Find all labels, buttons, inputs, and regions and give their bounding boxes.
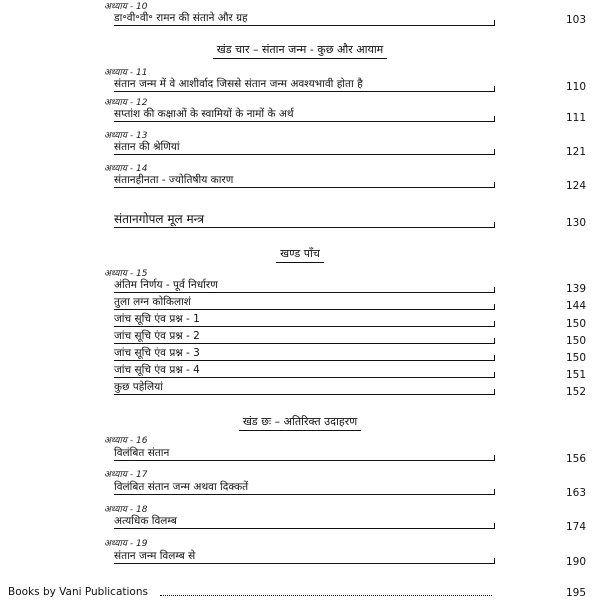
footer-entry <box>8 585 492 599</box>
section-heading: खंड चार – संतान जन्म - कुछ और आयाम <box>0 42 600 59</box>
entry-page: 150 <box>565 352 586 364</box>
entry-page: 139 <box>565 283 586 295</box>
toc-entry <box>104 550 494 564</box>
entry-title: जांच सूचि एंव प्रश्न - 1 <box>114 313 200 325</box>
footer-title: Books by Vani Publications <box>8 586 148 598</box>
entry-page: 151 <box>565 369 586 381</box>
footer-page: 195 <box>565 587 586 599</box>
toc-entry <box>104 12 494 26</box>
entry-page: 156 <box>565 453 586 465</box>
chapter-label: अध्याय - 10 <box>104 2 148 12</box>
chapter-label: अध्याय - 14 <box>104 164 148 174</box>
entry-title: जांच सूचि एंव प्रश्न - 2 <box>114 330 200 342</box>
entry-page: 144 <box>565 300 586 312</box>
chapter-label: अध्याय - 17 <box>104 470 148 480</box>
chapter-label: अध्याय - 18 <box>104 505 148 515</box>
entry-title: अत्यधिक विलम्ब <box>114 515 177 527</box>
entry-title: संतान की श्रेणियां <box>114 141 180 153</box>
toc-entry <box>104 347 494 361</box>
entry-page: 150 <box>565 318 586 330</box>
chapter-label: अध्याय - 11 <box>104 68 148 78</box>
section-heading: खण्ड पाँच <box>0 246 600 263</box>
toc-entry <box>104 108 494 122</box>
toc-entry <box>104 381 494 395</box>
entry-page: 111 <box>565 112 586 124</box>
entry-title: संतान जन्म में वे आशीर्वाद जिससे संतान जन्म अवश्यभावी होता है <box>114 78 363 90</box>
entry-title: संतान जन्म विलम्ब से <box>114 550 196 562</box>
entry-page: 174 <box>565 521 586 533</box>
entry-page: 190 <box>565 556 586 568</box>
entry-title: डा॰वी॰वी॰ रामन की संताने और ग्रह <box>114 12 248 24</box>
entry-title: तुला लग्न कोकिलाशं <box>114 296 191 308</box>
entry-title: विलंबित संतान जन्म अथवा दिक्कतें <box>114 481 249 493</box>
entry-page: 110 <box>565 81 586 93</box>
dotted-leader <box>160 595 492 596</box>
chapter-label: अध्याय - 15 <box>104 269 148 279</box>
toc-entry <box>104 296 494 310</box>
toc-entry-mantra <box>104 212 494 228</box>
chapter-label: अध्याय - 13 <box>104 131 148 141</box>
entry-title: विलंबित संतान <box>114 447 170 459</box>
section-heading: खंड छः – अतिरिक्त उदाहरण <box>0 414 600 431</box>
entry-page: 103 <box>565 14 586 26</box>
toc-entry <box>104 174 494 188</box>
toc-entry <box>104 330 494 344</box>
toc-entry <box>104 447 494 461</box>
entry-page: 124 <box>565 180 586 192</box>
entry-title: कुछ पहेलियां <box>114 381 163 393</box>
entry-title: सप्तांश की कक्षाओं के स्वामियों के नामों के अर्थ <box>114 108 294 120</box>
entry-title: जांच सूचि एंव प्रश्न - 3 <box>114 347 200 359</box>
toc-entry <box>104 279 494 293</box>
entry-page: 163 <box>565 487 586 499</box>
toc-entry <box>104 481 494 495</box>
entry-rule <box>114 25 494 26</box>
toc-entry <box>104 515 494 529</box>
entry-page: 130 <box>565 217 586 229</box>
entry-page: 150 <box>565 335 586 347</box>
entry-title: जांच सूचि एंव प्रश्न - 4 <box>114 364 200 376</box>
toc-entry <box>104 364 494 378</box>
toc-entry <box>104 78 494 92</box>
entry-title: संतानगोपल मूल मन्त्र <box>114 212 205 226</box>
toc-entry <box>104 141 494 155</box>
entry-page: 152 <box>565 386 586 398</box>
chapter-label: अध्याय - 16 <box>104 436 148 446</box>
chapter-label: अध्याय - 12 <box>104 98 148 108</box>
toc-entry <box>104 313 494 327</box>
entry-page: 121 <box>565 146 586 158</box>
chapter-label: अध्याय - 19 <box>104 539 148 549</box>
entry-title: अंतिम निर्णय - पूर्व निर्धारण <box>114 279 218 291</box>
entry-title: संतानहीनता - ज्योतिषीय कारण <box>114 174 234 186</box>
